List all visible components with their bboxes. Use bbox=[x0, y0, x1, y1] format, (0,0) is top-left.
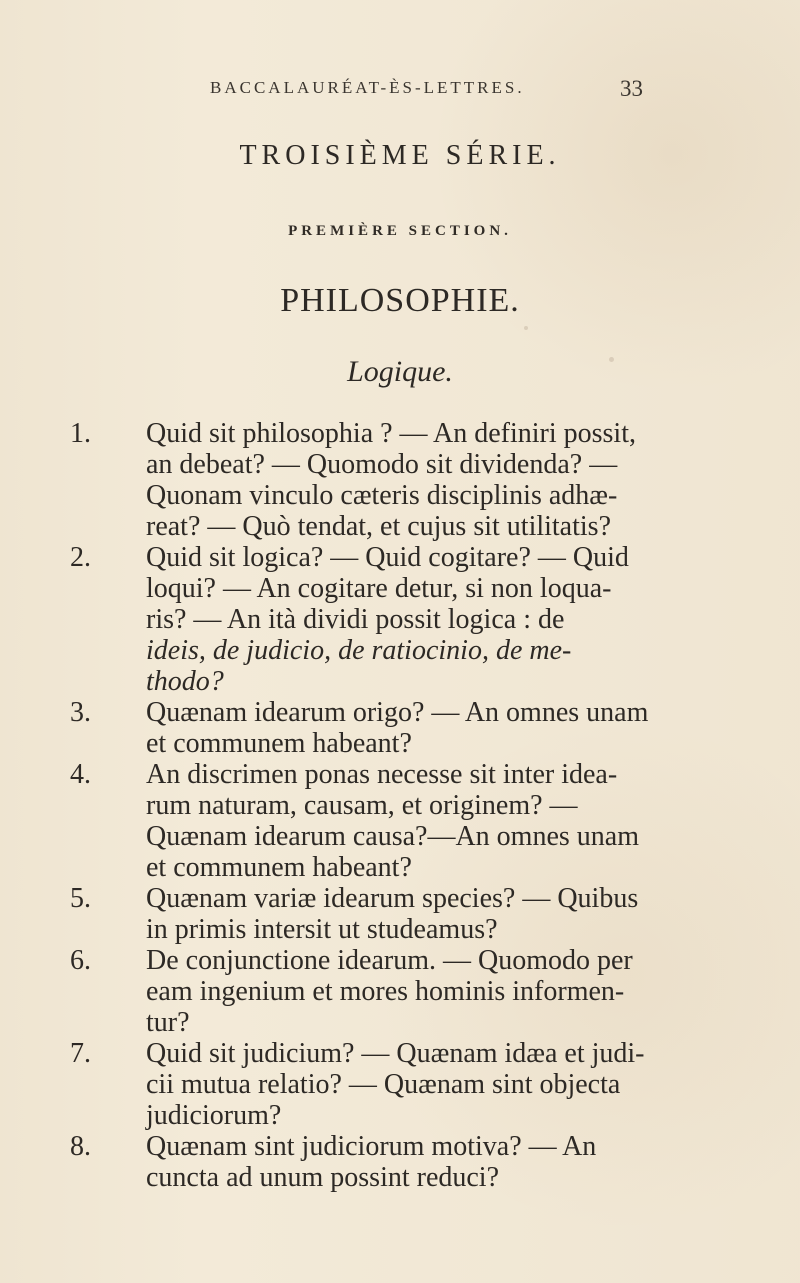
question-text bbox=[146, 759, 690, 883]
question-line: eam ingenium et mores hominis informen- bbox=[146, 976, 625, 1007]
question-text bbox=[146, 945, 690, 1038]
question-line: Quænam sint judiciorum motiva? — An bbox=[146, 1131, 597, 1162]
question-line: Quid sit judicium? — Quænam idæa et judi- bbox=[146, 1038, 645, 1069]
question-line: Quænam variæ idearum species? — Quibus bbox=[146, 883, 639, 914]
question-text bbox=[146, 883, 690, 945]
question-text bbox=[146, 1038, 690, 1131]
question-item bbox=[70, 883, 690, 945]
question-text bbox=[146, 542, 690, 697]
question-line: Quid sit logica? — Quid cogitare? — Quid bbox=[146, 542, 629, 573]
question-line: reat? — Quò tendat, et cujus sit utilitatis? bbox=[146, 511, 611, 542]
question-line: cuncta ad unum possint reduci? bbox=[146, 1162, 500, 1193]
question-line: loqui? — An cogitare detur, si non loqua- bbox=[146, 573, 612, 604]
question-item bbox=[70, 759, 690, 883]
series-heading: TROISIÈME SÉRIE. bbox=[239, 140, 561, 171]
topic-heading: Logique. bbox=[347, 355, 453, 388]
question-line: an debeat? — Quomodo sit dividenda? — bbox=[146, 449, 618, 480]
question-item bbox=[70, 542, 690, 697]
question-line: ideis, de judicio, de ratiocinio, de me- bbox=[146, 635, 572, 666]
question-line: judiciorum? bbox=[146, 1100, 282, 1131]
paper-spot bbox=[524, 326, 528, 330]
question-line: et communem habeant? bbox=[146, 728, 412, 759]
question-text bbox=[146, 1131, 690, 1193]
question-text bbox=[146, 418, 690, 542]
question-number: 2. bbox=[70, 542, 91, 573]
section-heading: PREMIÈRE SECTION. bbox=[288, 223, 512, 239]
question-item bbox=[70, 1038, 690, 1131]
question-line: Quonam vinculo cæteris disciplinis adhæ- bbox=[146, 480, 618, 511]
subject-heading: PHILOSOPHIE. bbox=[280, 282, 520, 319]
question-line: An discrimen ponas necesse sit inter idea- bbox=[146, 759, 618, 790]
question-line: tur? bbox=[146, 1007, 190, 1038]
question-number: 3. bbox=[70, 697, 91, 728]
question-text bbox=[146, 697, 690, 759]
question-item bbox=[70, 945, 690, 1038]
question-number: 4. bbox=[70, 759, 91, 790]
question-line: in primis intersit ut studeamus? bbox=[146, 914, 498, 945]
question-list bbox=[70, 418, 690, 1193]
question-item bbox=[70, 418, 690, 542]
question-line: et communem habeant? bbox=[146, 852, 412, 883]
question-line: cii mutua relatio? — Quænam sint objecta bbox=[146, 1069, 621, 1100]
running-title: BACCALAURÉAT-ÈS-LETTRES. bbox=[210, 78, 525, 97]
page-number: 33 bbox=[620, 76, 643, 101]
question-number: 5. bbox=[70, 883, 91, 914]
question-number: 6. bbox=[70, 945, 91, 976]
question-item bbox=[70, 1131, 690, 1193]
question-number: 8. bbox=[70, 1131, 91, 1162]
question-line: ris? — An ità dividi possit logica : de bbox=[146, 604, 565, 635]
running-head bbox=[0, 78, 800, 108]
question-line: Quid sit philosophia ? — An definiri possit, bbox=[146, 418, 636, 449]
question-number: 1. bbox=[70, 418, 91, 449]
question-line: rum naturam, causam, et originem? — bbox=[146, 790, 578, 821]
question-line: thodo? bbox=[146, 666, 224, 697]
question-item bbox=[70, 697, 690, 759]
question-line: Quænam idearum causa?—An omnes unam bbox=[146, 821, 639, 852]
question-line: Quænam idearum origo? — An omnes unam bbox=[146, 697, 649, 728]
question-number: 7. bbox=[70, 1038, 91, 1069]
question-line: De conjunctione idearum. — Quomodo per bbox=[146, 945, 633, 976]
